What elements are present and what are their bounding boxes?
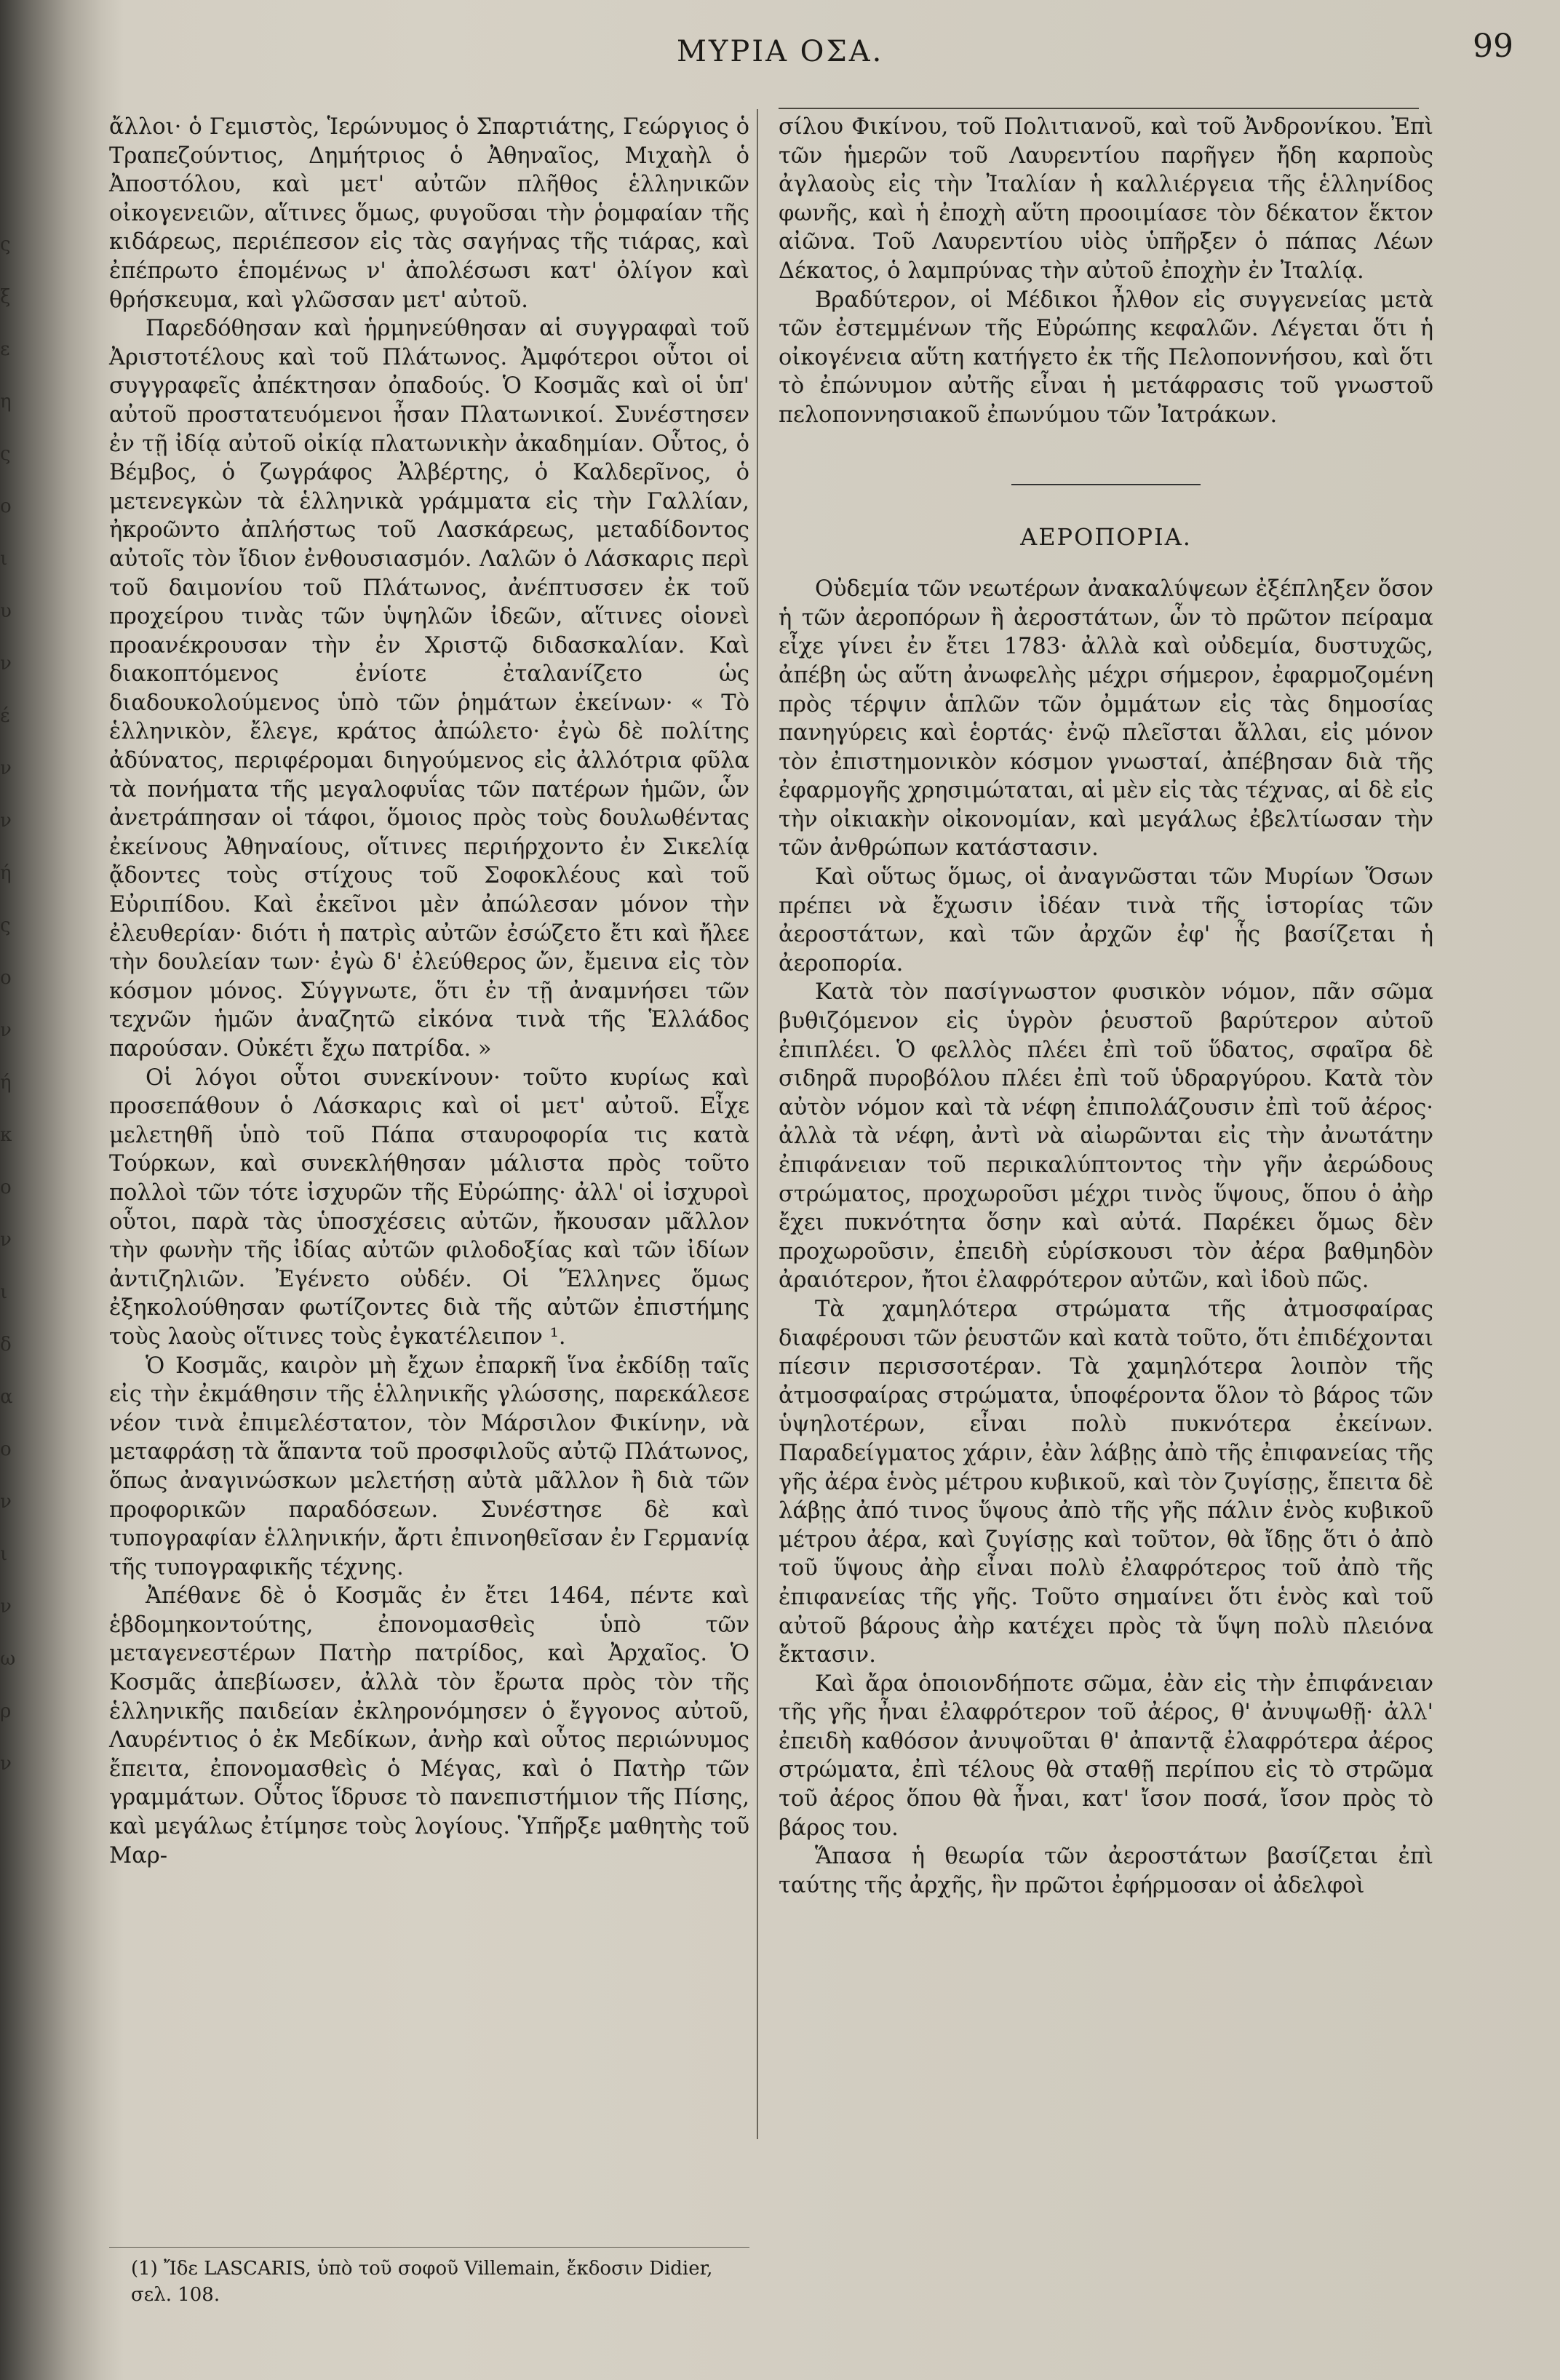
binding-fragment: δ xyxy=(0,1334,12,1356)
binding-fragment: ς xyxy=(0,443,11,465)
left-column xyxy=(109,113,749,1870)
binding-fragment: ο xyxy=(0,495,12,517)
binding-fragment: ε xyxy=(0,338,10,360)
binding-fragment: η xyxy=(0,391,12,413)
right-paragraph: Τὰ χαμηλότερα στρώματα τῆς ἀτμοσφαίρας διαφέρουσι τῶν ῥευστῶν καὶ κατὰ τοῦτο, ὅτι ἐπιδέχονται πίεσιν περισσοτέραν. Τὰ χαμηλότερα λοιπὸν τῆς ἀτμοσφαίρας στρώματα, ὑποφέροντα ὅλον τὸ βάρος τῶν ὑψηλοτέρων, εἶναι πολὺ πυκνότερα ἐκείνων. Παραδείγματος χάριν, ἐὰν λάβῃς ἀπὸ τῆς ἐπιφανείας τῆς γῆς ἀέρα ἑνὸς μέτρου κυβικοῦ, καὶ τὸν ζυγίσῃς, ἔπειτα δὲ λάβῃς ἀπό τινος ὕψους ἀπὸ τῆς γῆς πάλιν ἑνὸς κυβικοῦ μέτρου ἀέρα, καὶ ζυγίσῃς καὶ τοῦτον, θὰ ἴδῃς ὅτι ὁ ἀπὸ τοῦ ὕψους ἀὴρ εἶναι πολὺ ἐλαφρότερος τοῦ ἀπὸ τῆς ἐπιφανείας τῆς γῆς. Τοῦτο σημαίνει ὅτι ἑνὸς καὶ τοῦ αὐτοῦ βάρους ἀὴρ κατέχει πρὸς τὰ ὕψη πολὺ πλειόνα ἔκτασιν. xyxy=(779,1296,1433,1668)
page-number: 99 xyxy=(1473,28,1513,65)
binding-fragment: ο xyxy=(0,1438,12,1460)
binding-fragment: ν xyxy=(0,1491,12,1513)
right-paragraph: Καὶ οὕτως ὅμως, οἱ ἀναγνῶσται τῶν Μυρίων Ὅσων πρέπει νὰ ἔχωσιν ἰδέαν τινὰ τῆς ἱστορίας τῶν ἀεροστάτων, καὶ τῶν ἀρχῶν ἐφ' ἧς βασίζεται ἡ ἀεροπορία. xyxy=(779,864,1433,976)
binding-fragment: κ xyxy=(0,1124,12,1146)
binding-fragment: ρ xyxy=(0,1700,12,1722)
footnote: (1) Ἴδε LASCARIS, ὑπὸ τοῦ σοφοῦ Villemain, ἔκδοσιν Didier, σελ. 108. xyxy=(131,2258,713,2306)
binding-fragment: έ xyxy=(0,705,10,727)
left-paragraph: Ὁ Κοσμᾶς, καιρὸν μὴ ἔχων ἐπαρκῆ ἵνα ἐκδίδῃ ταῖς εἰς τὴν ἐκμάθησιν τῆς ἑλληνικῆς γλώσσης, παρεκάλεσε νέον τινὰ ἐπιμελέστατον, τὸν Μάρσιλον Φικίνην, νὰ μεταφράσῃ τὰ ἅπαντα τοῦ προσφιλοῦς αὐτῷ Πλάτωνος, ὅπως ἀναγινώσκων μελετήσῃ αὐτὰ μᾶλλον ἢ διὰ τῶν προφορικῶν παραδόσεων. Συνέστησε δὲ καὶ τυπογραφίαν ἑλληνικήν, ἄρτι ἐπινοηθεῖσαν ἐν Γερμανίᾳ τῆς τυπογραφικῆς τέχνης. xyxy=(109,1353,749,1580)
binding-fragment: ν xyxy=(0,1229,12,1251)
left-paragraph: ἄλλοι· ὁ Γεμιστὸς, Ἱερώνυμος ὁ Σπαρτιάτης, Γεώργιος ὁ Τραπεζούντιος, Δημήτριος ὁ Ἀθηναῖος, Μιχαὴλ ὁ Ἀποστόλου, καὶ μετ' αὐτῶν πλῆθος ἑλληνικῶν οἰκογενειῶν, αἵτινες ὅμως, φυγοῦσαι τὴν ῥομφαίαν τῆς κιδάρεως, περιέπεσον εἰς τὰς σαγήνας τῆς τιάρας, καὶ ἐπέπρωτο ἑπομένως ν' ἀπολέσωσι κατ' ὀλίγον καὶ θρήσκευμα, καὶ γλῶσσαν μετ' αὐτοῦ. xyxy=(109,114,749,313)
binding-fragment: ς xyxy=(0,234,11,255)
running-title: ΜΥΡΙΑ ΟΣΑ. xyxy=(677,35,884,68)
binding-fragment: ξ xyxy=(0,286,11,308)
column-divider xyxy=(757,109,758,2139)
section-heading: ΑΕΡΟΠΟΡΙΑ. xyxy=(1020,522,1192,551)
left-paragraph: Οἱ λόγοι οὗτοι συνεκίνουν· τοῦτο κυρίως καὶ προσεπάθουν ὁ Λάσκαρις καὶ οἱ μετ' αὐτοῦ. Εἶχε μελετηθῆ ὑπὸ τοῦ Πάπα σταυροφορία τις κατὰ Τούρκων, καὶ συνεκλήθησαν μάλιστα πρὸς τοῦτο πολλοὶ τῶν τότε ἰσχυρῶν τῆς Εὐρώπης· ἀλλ' οἱ ἰσχυροὶ οὗτοι, παρὰ τὰς ὑποσχέσεις αὐτῶν, ἤκουσαν μᾶλλον τὴν φωνὴν τῆς ἰδίας αὐτῶν φιλοδοξίας καὶ τῶν ἰδίων ἀντιζηλιῶν. Ἐγένετο οὐδέν. Οἱ Ἕλληνες ὅμως ἐξηκολούθησαν φωτίζοντες διὰ τῆς αὐτῶν ἐπιστήμης τοὺς λαοὺς οἵτινες τοὺς ἐγκατέλειπον ¹. xyxy=(109,1064,749,1350)
right-paragraph: Οὐδεμία τῶν νεωτέρων ἀνακαλύψεων ἐξέπληξεν ὅσον ἡ τῶν ἀεροπόρων ἢ ἀεροστάτων, ὧν τὸ πρῶτον πείραμα εἶχε γίνει ἐν ἔτει 1783· ἀλλὰ καὶ οὐδεμία, δυστυχῶς, ἀπέβη ὡς αὕτη ἀνωφελὴς μέχρι σήμερον, ἐφαρμοζομένη πρὸς τέρψιν ἁπλῶν τῶν ὀμμάτων εἰς τὰς δημοσίας πανηγύρεις καὶ ἑορτάς· ἐνῷ πλεῖσται ἄλλαι, εἰς μόνον τὸν ἐπιστημονικὸν κόσμον γνωσταί, ἀπέβησαν διὰ τῆς ἐφαρμογῆς χρησιμώταται, αἱ μὲν εἰς τὰς τέχνας, αἱ δὲ εἰς τὴν οἰκιακὴν οἰκονομίαν, καὶ μεγάλως ἐβελτίωσαν τὴν τῶν ἀνθρώπων κατάστασιν. xyxy=(779,576,1433,861)
binding-fragment: ή xyxy=(0,862,12,884)
binding-fragment: ν xyxy=(0,1753,12,1775)
binding-fragment: ο xyxy=(0,1177,12,1198)
right-column xyxy=(779,113,1433,1900)
binding-fragment: ν xyxy=(0,757,12,779)
binding-margin-fragments xyxy=(0,218,44,1790)
binding-fragment: ν xyxy=(0,1019,12,1041)
binding-fragment: ι xyxy=(0,1281,8,1303)
right-paragraph: Καὶ ἄρα ὁποιονδήποτε σῶμα, ἐὰν εἰς τὴν ἐπιφάνειαν τῆς γῆς ἦναι ἐλαφρότερον τοῦ ἀέρος, θ' ἀνυψωθῇ· ἀλλ' ἐπειδὴ καθόσον ἀνυψοῦται θ' ἀπαντᾷ ἐλαφρότερα ἀέρος στρώματα, ἐπὶ τέλους θὰ σταθῇ περίπου εἰς τὸ στρῶμα τοῦ ἀέρος ὅπου θὰ ἦναι, κατ' ἴσον ποσά, ἴσον πρὸς τὸ βάρος του. xyxy=(779,1671,1433,1841)
binding-fragment: ο xyxy=(0,967,12,989)
right-paragraph: Ἅπασα ἡ θεωρία τῶν ἀεροστάτων βασίζεται ἐπὶ ταύτης τῆς ἀρχῆς, ἣν πρῶτοι ἐφήρμοσαν οἱ ἀδελφοὶ xyxy=(779,1844,1433,1898)
binding-fragment: ν xyxy=(0,653,12,674)
binding-fragment: υ xyxy=(0,600,12,622)
binding-fragment: ι xyxy=(0,548,8,570)
binding-fragment: ν xyxy=(0,810,12,832)
left-paragraph: Παρεδόθησαν καὶ ἡρμηνεύθησαν αἱ συγγραφαὶ τοῦ Ἀριστοτέλους καὶ τοῦ Πλάτωνος. Ἀμφότεροι οὗτοι οἱ συγγραφεῖς ἀπέκτησαν ὀπαδούς. Ὁ Κοσμᾶς καὶ οἱ ὑπ' αὐτοῦ προστατευόμενοι ἦσαν Πλατωνικοί. Συνέστησεν ἐν τῇ ἰδίᾳ αὐτοῦ οἰκίᾳ πλατωνικὴν ἀκαδημίαν. Οὗτος, ὁ Βέμβος, ὁ ζωγράφος Ἀλβέρτης, ὁ Καλδερῖνος, ὁ μετενεγκὼν τὰ ἑλληνικὰ γράμματα εἰς τὴν Γαλλίαν, ἠκροῶντο ἀπλήστως τοῦ Λασκάρεως, μεταδίδοντος αὐτοῖς τὸν ἴδιον ἐνθουσιασμόν. Λαλῶν ὁ Λάσκαρις περὶ τοῦ δαιμονίου τοῦ Πλάτωνος, ἀνέπτυσσεν ἐκ τοῦ προχείρου τινὰς τῶν ὑψηλῶν ἰδεῶν, αἵτινες οἱονεὶ προανέκρουσαν τὴν ἐν Χριστῷ διδασκαλίαν. Καὶ διακοπτόμενος ἐνίοτε ἐταλανίζετο ὡς διαδουκολούμενος ὑπὸ τῶν ῥημάτων ἐκείνων· « Τὸ ἑλληνικὸν, ἔλεγε, κράτος ἀπώλετο· ἐγὼ δὲ πολίτης ἀδύνατος, περιφέρομαι διηγούμενος εἰς ἀλλότρια φῦλα τὰ πονήματα τῆς μεγαλοφυΐας τῶν πατέρων ἡμῶν, ὧν ἀνετράπησαν οἱ τάφοι, ὅμοιος πρὸς τοὺς δουλωθέντας ἐκείνους Ἀθηναίους, οἵτινες περιήρχοντο ἐν Σικελίᾳ ᾄδοντες τοὺς στίχους τοῦ Σοφοκλέους καὶ τοῦ Εὐριπίδου. Καὶ ἐκεῖνοι μὲν ἀπώλεσαν μόνον τὴν ἐλευθερίαν· διότι ἡ πατρὶς αὐτῶν ἐσώζετο ἔτι καὶ ἤλεε τὴν δουλείαν των· ἐγὼ δ' ἐλεύθερος ὤν, ἔμεινα εἰς τὸν κόσμον μόνος. Σύγγνωτε, ὅτι ἐν τῇ ἀναμνήσει τῶν τεχνῶν ἡμῶν ἀναζητῶ εἰκόνα τινὰ τῆς Ἑλλάδος παρούσαν. Οὐκέτι ἔχω πατρίδα. » xyxy=(109,316,749,1062)
binding-fragment: ή xyxy=(0,1072,12,1094)
section-separator xyxy=(1011,484,1201,485)
binding-fragment: α xyxy=(0,1386,13,1408)
right-paragraph: Βραδύτερον, οἱ Μέδικοι ἦλθον εἰς συγγενείας μετὰ τῶν ἐστεμμένων τῆς Εὐρώπης κεφαλῶν. Λέγεται ὅτι ἡ οἰκογένεια αὕτη κατήγετο ἐκ τῆς Πελοποννήσου, καὶ ὅτι τὸ ἐπώνυμον αὐτῆς εἶναι ἡ μετάφρασις τοῦ γνωστοῦ πελοποννησιακοῦ ἐπωνύμου τῶν Ἰατράκων. xyxy=(779,287,1433,428)
right-paragraph: Κατὰ τὸν πασίγνωστον φυσικὸν νόμον, πᾶν σῶμα βυθιζόμενον εἰς ὑγρὸν ῥευστοῦ βαρύτερον αὐτοῦ ἐπιπλέει. Ὁ φελλὸς πλέει ἐπὶ τοῦ ὕδατος, σφαῖρα δὲ σιδηρᾶ πυροβόλου πλέει ἐπὶ τοῦ ὑδραργύρου. Κατὰ τὸν αὐτὸν νόμον καὶ τὰ νέφη ἐπιπολάζουσιν ἐπὶ τοῦ ἀέρος· ἀλλὰ τὰ νέφη, ἀντὶ νὰ αἰωρῶνται εἰς τὴν ἀνωτάτην ἐπιφάνειαν τοῦ περικαλύπτοντος τὴν γῆν ἀερώδους στρώματος, προχωροῦσι μέχρι τινὸς ὕψους, ὅπου ὁ ἀὴρ ἔχει πυκνότητα ὅσην καὶ αὐτά. Παρέκει ὅμως δὲν προχωροῦσιν, ἐπειδὴ εὑρίσκουσι τὸν ἀέρα βαθμηδὸν ἀραιότερον, ἤτοι ἐλαφρότερον αὐτῶν, καὶ ἰδοὺ πῶς. xyxy=(779,979,1433,1294)
binding-fragment: ς xyxy=(0,915,11,936)
page-header xyxy=(109,28,1521,86)
right-paragraph: σίλου Φικίνου, τοῦ Πολιτιανοῦ, καὶ τοῦ Ἀνδρονίκου. Ἐπὶ τῶν ἡμερῶν τοῦ Λαυρεντίου παρῆγεν ἤδη καρποὺς ἀγλαοὺς εἰς τὴν Ἰταλίαν ἡ καλλιέργεια τῆς ἑλληνίδος φωνῆς, καὶ ἡ ἐποχὴ αὕτη προοιμίασε τὸν δέκατον ἕκτον αἰῶνα. Τοῦ Λαυρεντίου υἱὸς ὑπῆρξεν ὁ πάπας Λέων Δέκατος, ὁ λαμπρύνας τὴν αὐτοῦ ἐποχὴν ἐν Ἰταλίᾳ. xyxy=(779,114,1433,284)
footnote-rule xyxy=(109,2247,749,2248)
header-rule xyxy=(779,108,1419,109)
binding-fragment: ω xyxy=(0,1648,16,1670)
binding-fragment: ι xyxy=(0,1543,8,1565)
binding-fragment: ν xyxy=(0,1596,12,1617)
left-paragraph: Ἀπέθανε δὲ ὁ Κοσμᾶς ἐν ἔτει 1464, πέντε καὶ ἑβδομηκοντούτης, ἐπονομασθεὶς ὑπὸ τῶν μεταγενεστέρων Πατὴρ πατρίδος, καὶ Ἀρχαῖος. Ὁ Κοσμᾶς ἀπεβίωσεν, ἀλλὰ τὸν ἔρωτα πρὸς τὸν τῆς ἑλληνικῆς παιδείαν ἐκληρονόμησεν ὁ ἔγγονος αὐτοῦ, Λαυρέντιος ὁ ἐκ Μεδίκων, ἀνὴρ καὶ οὗτος περιώνυμος ἔπειτα, ἐπονομασθεὶς ὁ Μέγας, καὶ ὁ Πατὴρ τῶν γραμμάτων. Οὗτος ἵδρυσε τὸ πανεπιστήμιον τῆς Πίσης, καὶ μεγάλως ἐτίμησε τοὺς λογίους. Ὑπῆρξε μαθητὴς τοῦ Μαρ- xyxy=(109,1583,749,1868)
